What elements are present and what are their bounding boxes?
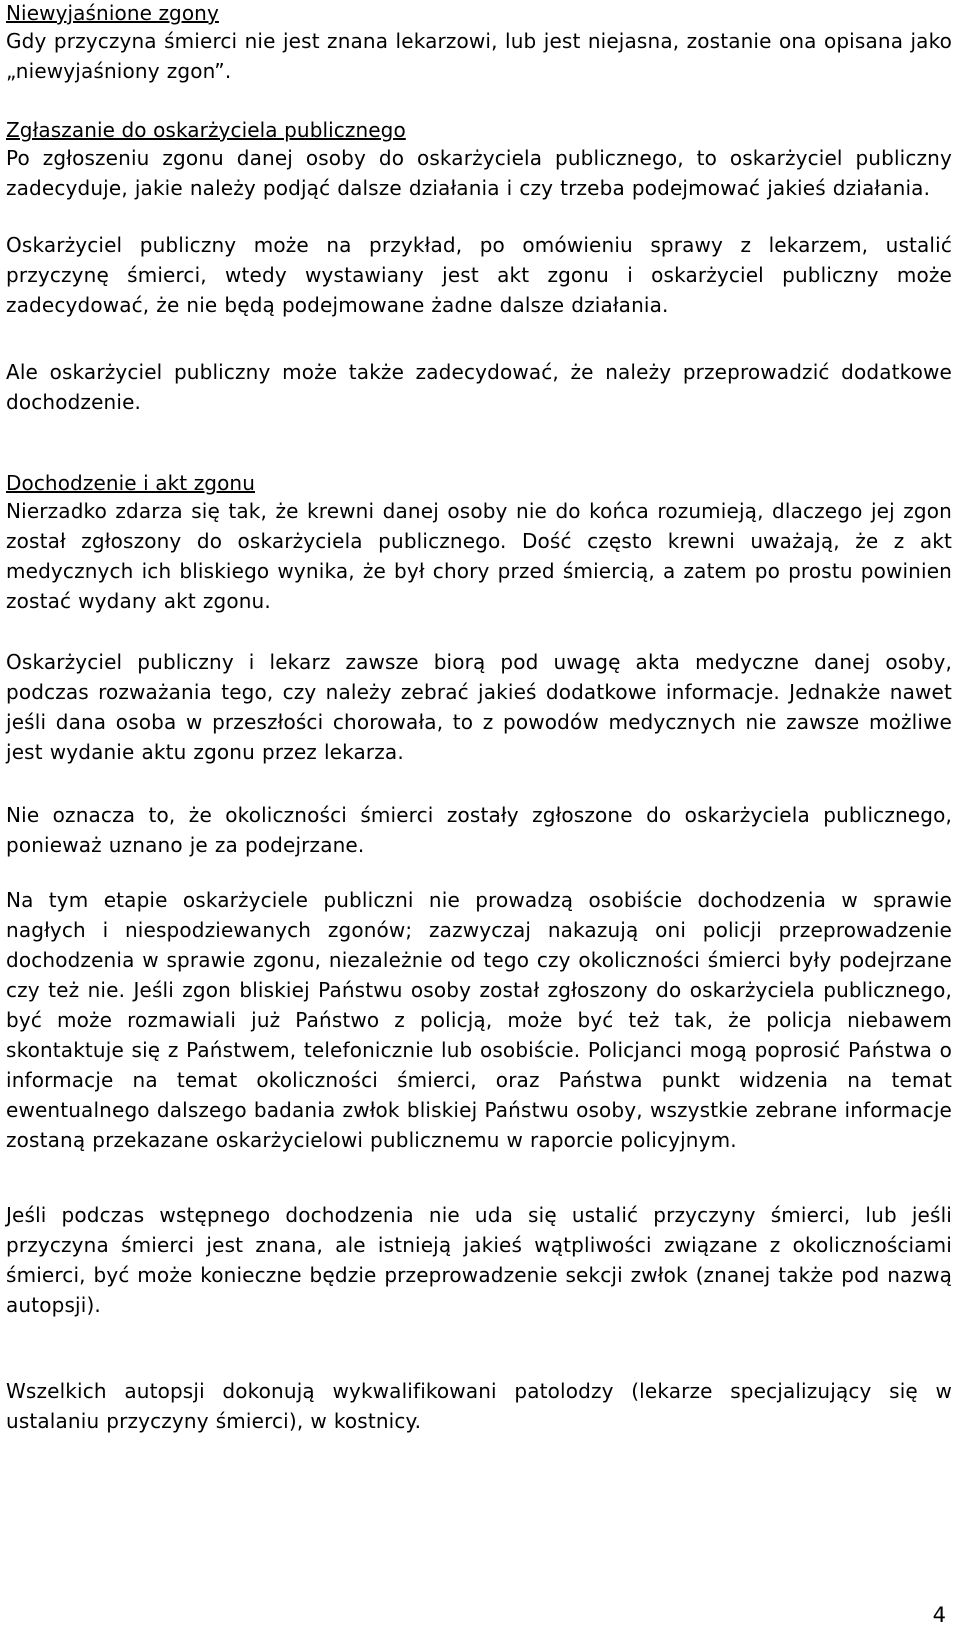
section-not-suspicious <box>6 800 952 860</box>
section-pathologists <box>6 1376 952 1436</box>
section-additional-investigation <box>6 357 952 417</box>
paragraph-additional-investigation: Ale oskarżyciel publiczny może także zadecydować, że należy przeprowadzić dodatkowe dochodzenie. <box>6 360 952 414</box>
paragraph-investigation-and-certificate: Nierzadko zdarza się tak, że krewni danej osoby nie do końca rozumieją, dlaczego jej zgon został zgłoszony do oskarżyciela publicznego. Dość często krewni uważają, że z akt medycznych ich bliskiego wynika, że był chory przed śmiercią, a zatem po prostu powinien zostać wydany akt zgonu. <box>6 499 952 613</box>
section-police-investigation <box>6 885 952 1155</box>
paragraph-pathologists: Wszelkich autopsji dokonują wykwalifikowani patolodzy (lekarze specjalizujący się w ustalaniu przyczyny śmierci), w kostnicy. <box>6 1379 952 1433</box>
paragraph-not-suspicious: Nie oznacza to, że okoliczności śmierci zostały zgłoszone do oskarżyciela publicznego, ponieważ uznano je za podejrzane. <box>6 803 952 857</box>
section-unexplained-deaths <box>6 0 952 86</box>
paragraph-reporting-to-prosecutor: Po zgłoszeniu zgonu danej osoby do oskarżyciela publicznego, to oskarżyciel publiczny zadecyduje, jakie należy podjąć dalsze działania i czy trzeba podejmować jakieś działania. <box>6 146 952 200</box>
section-reporting-to-prosecutor <box>6 117 952 203</box>
section-prosecutor-may-establish <box>6 230 952 320</box>
section-autopsy <box>6 1200 952 1320</box>
heading-investigation-and-certificate: Dochodzenie i akt zgonu <box>6 471 255 495</box>
heading-unexplained-deaths: Niewyjaśnione zgony <box>6 1 219 25</box>
section-investigation-and-certificate <box>6 470 952 616</box>
paragraph-medical-records: Oskarżyciel publiczny i lekarz zawsze biorą pod uwagę akta medyczne danej osoby, podczas rozważania tego, czy należy zebrać jakieś dodatkowe informacje. Jednakże nawet jeśli dana osoba w przeszłości chorowała, to z powodów medycznych nie zawsze możliwe jest wydanie aktu zgonu przez lekarza. <box>6 650 952 764</box>
page-number: 4 <box>932 1603 946 1627</box>
section-medical-records <box>6 647 952 767</box>
heading-reporting-to-prosecutor: Zgłaszanie do oskarżyciela publicznego <box>6 118 406 142</box>
paragraph-prosecutor-may-establish: Oskarżyciel publiczny może na przykład, po omówieniu sprawy z lekarzem, ustalić przyczynę śmierci, wtedy wystawiany jest akt zgonu i oskarżyciel publiczny może zadecydować, że nie będą podejmowane żadne dalsze działania. <box>6 233 952 317</box>
paragraph-police-investigation: Na tym etapie oskarżyciele publiczni nie prowadzą osobiście dochodzenia w sprawie nagłych i niespodziewanych zgonów; zazwyczaj nakazują oni policji przeprowadzenie dochodzenia w sprawie zgonu, niezależnie od tego czy okoliczności śmierci były podejrzane czy też nie. Jeśli zgon bliskiej Państwu osoby został zgłoszony do oskarżyciela publicznego, być może rozmawiali już Państwo z policją, może być też tak, że policja niebawem skontaktuje się z Państwem, telefonicznie lub osobiście. Policjanci mogą poprosić Państwa o informacje na temat okoliczności śmierci, oraz Państwa punkt widzenia na temat ewentualnego dalszego badania zwłok bliskiej Państwu osoby, wszystkie zebrane informacje zostaną przekazane oskarżycielowi publicznemu w raporcie policyjnym. <box>6 888 952 1152</box>
paragraph-unexplained-deaths: Gdy przyczyna śmierci nie jest znana lekarzowi, lub jest niejasna, zostanie ona opisana jako „niewyjaśniony zgon”. <box>6 29 952 83</box>
paragraph-autopsy: Jeśli podczas wstępnego dochodzenia nie uda się ustalić przyczyny śmierci, lub jeśli przyczyna śmierci jest znana, ale istnieją jakieś wątpliwości związane z okolicznościami śmierci, być może konieczne będzie przeprowadzenie sekcji zwłok (znanej także pod nazwą autopsji). <box>6 1203 952 1317</box>
